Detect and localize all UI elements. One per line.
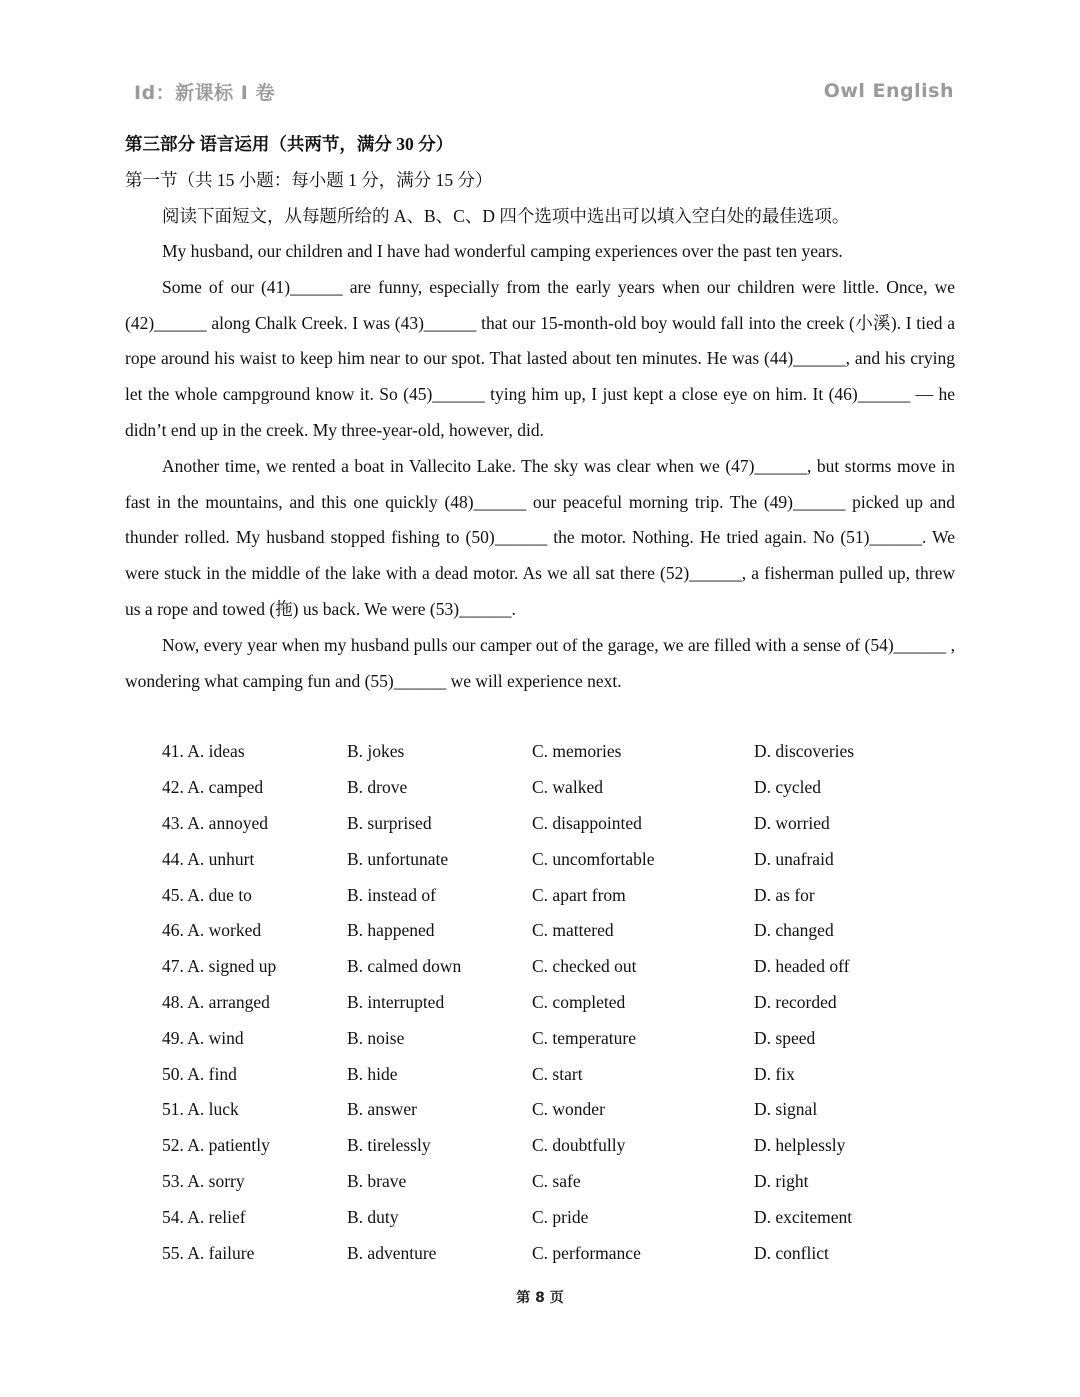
- page-header: [134, 76, 954, 106]
- option-c: C. memories: [532, 741, 622, 762]
- option-b: B. drove: [347, 777, 408, 798]
- question-row: [162, 1092, 954, 1128]
- question-row: [162, 1020, 954, 1056]
- option-c: C. doubtfully: [532, 1135, 626, 1156]
- page-number: 第 8 页: [516, 1290, 564, 1306]
- option-d: D. discoveries: [754, 741, 855, 762]
- option-a: 55. A. failure: [162, 1242, 255, 1263]
- option-d: D. cycled: [754, 777, 822, 798]
- subsection-title: 第一节（共 15 小题：每小题 1 分，满分 15 分）: [125, 170, 493, 190]
- option-d: D. headed off: [754, 956, 850, 977]
- option-d: D. unafraid: [754, 848, 834, 869]
- option-a: 44. A. unhurt: [162, 848, 255, 869]
- option-b: B. surprised: [347, 812, 432, 833]
- option-a: 46. A. worked: [162, 920, 262, 941]
- instructions: 阅读下面短文，从每题所给的 A、B、C、D 四个选项中选出可以填入空白处的最佳选项。: [162, 206, 850, 226]
- option-b: B. hide: [347, 1063, 398, 1084]
- option-b: B. tirelessly: [347, 1135, 431, 1156]
- question-row: [162, 1056, 954, 1092]
- option-a: 43. A. annoyed: [162, 812, 268, 833]
- option-a: 50. A. find: [162, 1063, 237, 1084]
- question-row: [162, 841, 954, 877]
- question-row: [162, 806, 954, 842]
- option-d: D. excitement: [754, 1206, 853, 1227]
- option-a: 54. A. relief: [162, 1206, 246, 1227]
- option-a: 48. A. arranged: [162, 991, 270, 1012]
- passage-paragraph-2: Some of our (41)______ are funny, especially from the early years when our children were little. Once, we (42)______ along Chalk Creek. I was (43)______ that our 15-month-old boy would fall into the creek (小溪). I tied a rope around his waist to keep him near to our spot. That lasted about ten minutes. He was (44)______, and his crying let the whole campground know it. So (45)______ tying him up, I just kept a close eye on him. It (46)______ — he didn’t end up in the creek. My three-year-old, however, did.: [125, 276, 955, 440]
- option-b: B. answer: [347, 1099, 417, 1120]
- option-c: C. safe: [532, 1170, 581, 1191]
- option-d: D. recorded: [754, 991, 837, 1012]
- option-d: D. changed: [754, 920, 834, 941]
- option-a: 52. A. patiently: [162, 1135, 270, 1156]
- question-row: [162, 1128, 954, 1164]
- question-row: [162, 734, 954, 770]
- option-b: B. instead of: [347, 884, 436, 905]
- question-row: [162, 1164, 954, 1200]
- question-row: [162, 1235, 954, 1271]
- option-a: 41. A. ideas: [162, 741, 245, 762]
- passage-paragraph-1: My husband, our children and I have had wonderful camping experiences over the past ten years.: [162, 241, 843, 261]
- option-a: 47. A. signed up: [162, 956, 277, 977]
- options-table: [162, 734, 954, 1271]
- option-a: 45. A. due to: [162, 884, 252, 905]
- question-row: [162, 1199, 954, 1235]
- header-brand: Owl English: [823, 80, 954, 102]
- option-b: B. happened: [347, 920, 435, 941]
- option-c: C. uncomfortable: [532, 848, 655, 869]
- option-b: B. noise: [347, 1027, 405, 1048]
- option-d: D. conflict: [754, 1242, 829, 1263]
- option-a: 42. A. camped: [162, 777, 264, 798]
- option-c: C. temperature: [532, 1027, 636, 1048]
- option-b: B. brave: [347, 1170, 407, 1191]
- option-d: D. speed: [754, 1027, 816, 1048]
- passage-paragraph-3: Another time, we rented a boat in Vallecito Lake. The sky was clear when we (47)______, but storms move in fast in the mountains, and this one quickly (48)______ our peaceful morning trip. The (49)______ picked up and thunder rolled. My husband stopped fishing to (50)______ the motor. Nothing. He tried again. No (51)______. We were stuck in the middle of the lake with a dead motor. As we all sat there (52)______, a fisherman pulled up, threw us a rope and towed (拖) us back. We were (53)______.: [125, 455, 955, 619]
- question-row: [162, 985, 954, 1021]
- option-c: C. checked out: [532, 956, 637, 977]
- option-b: B. interrupted: [347, 991, 445, 1012]
- option-d: D. helplessly: [754, 1135, 846, 1156]
- option-c: C. walked: [532, 777, 603, 798]
- question-row: [162, 877, 954, 913]
- document-body: [125, 126, 955, 699]
- option-b: B. jokes: [347, 741, 405, 762]
- option-a: 49. A. wind: [162, 1027, 244, 1048]
- option-d: D. right: [754, 1170, 809, 1191]
- option-b: B. adventure: [347, 1242, 437, 1263]
- option-d: D. worried: [754, 812, 830, 833]
- option-c: C. wonder: [532, 1099, 605, 1120]
- option-c: C. performance: [532, 1242, 641, 1263]
- question-row: [162, 913, 954, 949]
- option-c: C. mattered: [532, 920, 614, 941]
- option-b: B. unfortunate: [347, 848, 449, 869]
- option-b: B. duty: [347, 1206, 399, 1227]
- option-c: C. apart from: [532, 884, 626, 905]
- section-title: 第三部分 语言运用（共两节，满分 30 分）: [125, 134, 454, 154]
- option-c: C. completed: [532, 991, 626, 1012]
- option-c: C. pride: [532, 1206, 589, 1227]
- question-row: [162, 949, 954, 985]
- option-b: B. calmed down: [347, 956, 462, 977]
- question-row: [162, 770, 954, 806]
- passage-paragraph-4: Now, every year when my husband pulls our camper out of the garage, we are filled with a sense of (54)______ , wondering what camping fun and (55)______ we will experience next.: [125, 634, 955, 691]
- option-d: D. as for: [754, 884, 815, 905]
- option-d: D. signal: [754, 1099, 818, 1120]
- option-a: 51. A. luck: [162, 1099, 239, 1120]
- option-c: C. start: [532, 1063, 583, 1084]
- option-c: C. disappointed: [532, 812, 642, 833]
- option-a: 53. A. sorry: [162, 1170, 245, 1191]
- header-exam-id: Id：新课标 I 卷: [134, 81, 275, 104]
- option-d: D. fix: [754, 1063, 795, 1084]
